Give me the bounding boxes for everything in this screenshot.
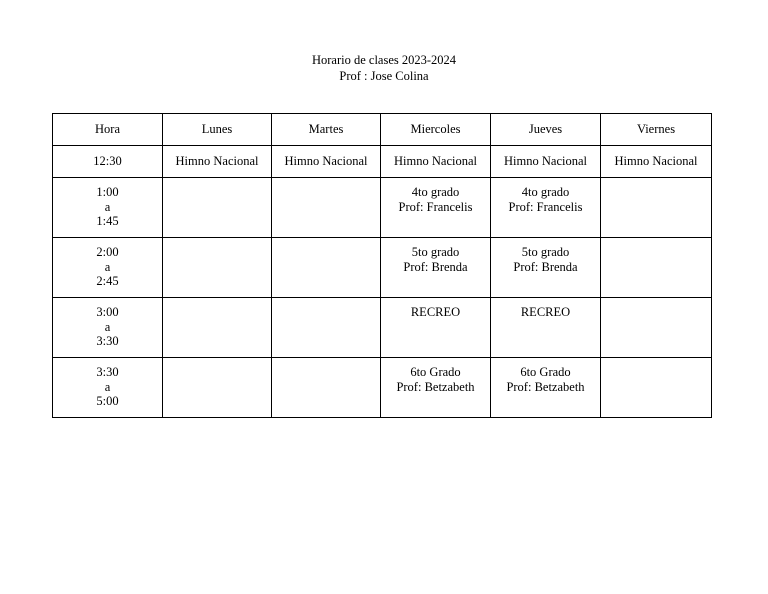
class-cell-lunes xyxy=(163,238,272,298)
class-grade: 4to grado xyxy=(521,185,570,199)
class-cell-jueves xyxy=(491,238,601,298)
anthem-row xyxy=(53,146,712,178)
time-separator: a xyxy=(104,259,111,274)
schedule-row xyxy=(53,238,712,298)
header-hora: Hora xyxy=(53,114,163,146)
time-end: 2:45 xyxy=(96,274,119,288)
header-row xyxy=(53,114,712,146)
schedule-row xyxy=(53,178,712,238)
anthem-cell-lunes: Himno Nacional xyxy=(163,146,272,178)
class-cell-jueves xyxy=(491,178,601,238)
recess-label: RECREO xyxy=(520,305,571,319)
header-jueves: Jueves xyxy=(491,114,601,146)
header-miercoles: Miercoles xyxy=(381,114,491,146)
schedule-row xyxy=(53,358,712,418)
time-separator: a xyxy=(104,199,111,214)
class-teacher: Prof: Betzabeth xyxy=(506,379,585,394)
time-start: 2:00 xyxy=(96,245,119,259)
time-cell xyxy=(53,298,163,358)
class-cell-jueves xyxy=(491,358,601,418)
anthem-cell-miercoles: Himno Nacional xyxy=(381,146,491,178)
class-cell-jueves xyxy=(491,298,601,358)
class-grade: 5to grado xyxy=(411,245,460,259)
class-grade: 4to grado xyxy=(411,185,460,199)
time-cell: 12:30 xyxy=(53,146,163,178)
recess-label: RECREO xyxy=(410,305,461,319)
schedule-row xyxy=(53,298,712,358)
time-start: 3:30 xyxy=(96,365,119,379)
class-teacher: Prof: Brenda xyxy=(513,259,578,274)
class-cell-miercoles xyxy=(381,178,491,238)
time-end: 1:45 xyxy=(96,214,119,228)
time-cell xyxy=(53,238,163,298)
class-cell-viernes xyxy=(601,298,712,358)
anthem-cell-jueves: Himno Nacional xyxy=(491,146,601,178)
class-teacher: Prof: Betzabeth xyxy=(396,379,475,394)
schedule-table xyxy=(52,113,712,418)
time-cell xyxy=(53,178,163,238)
class-teacher: Prof: Francelis xyxy=(508,199,583,214)
class-cell-martes xyxy=(272,298,381,358)
class-cell-viernes xyxy=(601,238,712,298)
document-title: Horario de clases 2023-2024 xyxy=(311,53,457,67)
time-separator: a xyxy=(104,379,111,394)
anthem-cell-martes: Himno Nacional xyxy=(272,146,381,178)
time-end: 3:30 xyxy=(96,334,119,348)
class-cell-miercoles xyxy=(381,298,491,358)
class-grade: 6to Grado xyxy=(520,365,571,379)
class-cell-lunes xyxy=(163,358,272,418)
class-cell-martes xyxy=(272,178,381,238)
time-cell xyxy=(53,358,163,418)
class-cell-martes xyxy=(272,238,381,298)
class-cell-lunes xyxy=(163,178,272,238)
time-separator: a xyxy=(104,319,111,334)
document-subtitle: Prof : Jose Colina xyxy=(339,68,429,83)
time-start: 1:00 xyxy=(96,185,119,199)
header-martes: Martes xyxy=(272,114,381,146)
class-teacher: Prof: Francelis xyxy=(398,199,473,214)
class-cell-martes xyxy=(272,358,381,418)
class-cell-viernes xyxy=(601,178,712,238)
header-viernes: Viernes xyxy=(601,114,712,146)
document-header xyxy=(0,53,768,84)
time-start: 3:00 xyxy=(96,305,119,319)
class-grade: 6to Grado xyxy=(410,365,461,379)
class-grade: 5to grado xyxy=(521,245,570,259)
class-teacher: Prof: Brenda xyxy=(403,259,468,274)
class-cell-miercoles xyxy=(381,358,491,418)
time-end: 5:00 xyxy=(96,394,119,408)
anthem-cell-viernes: Himno Nacional xyxy=(601,146,712,178)
header-lunes: Lunes xyxy=(163,114,272,146)
class-cell-viernes xyxy=(601,358,712,418)
class-cell-miercoles xyxy=(381,238,491,298)
class-cell-lunes xyxy=(163,298,272,358)
